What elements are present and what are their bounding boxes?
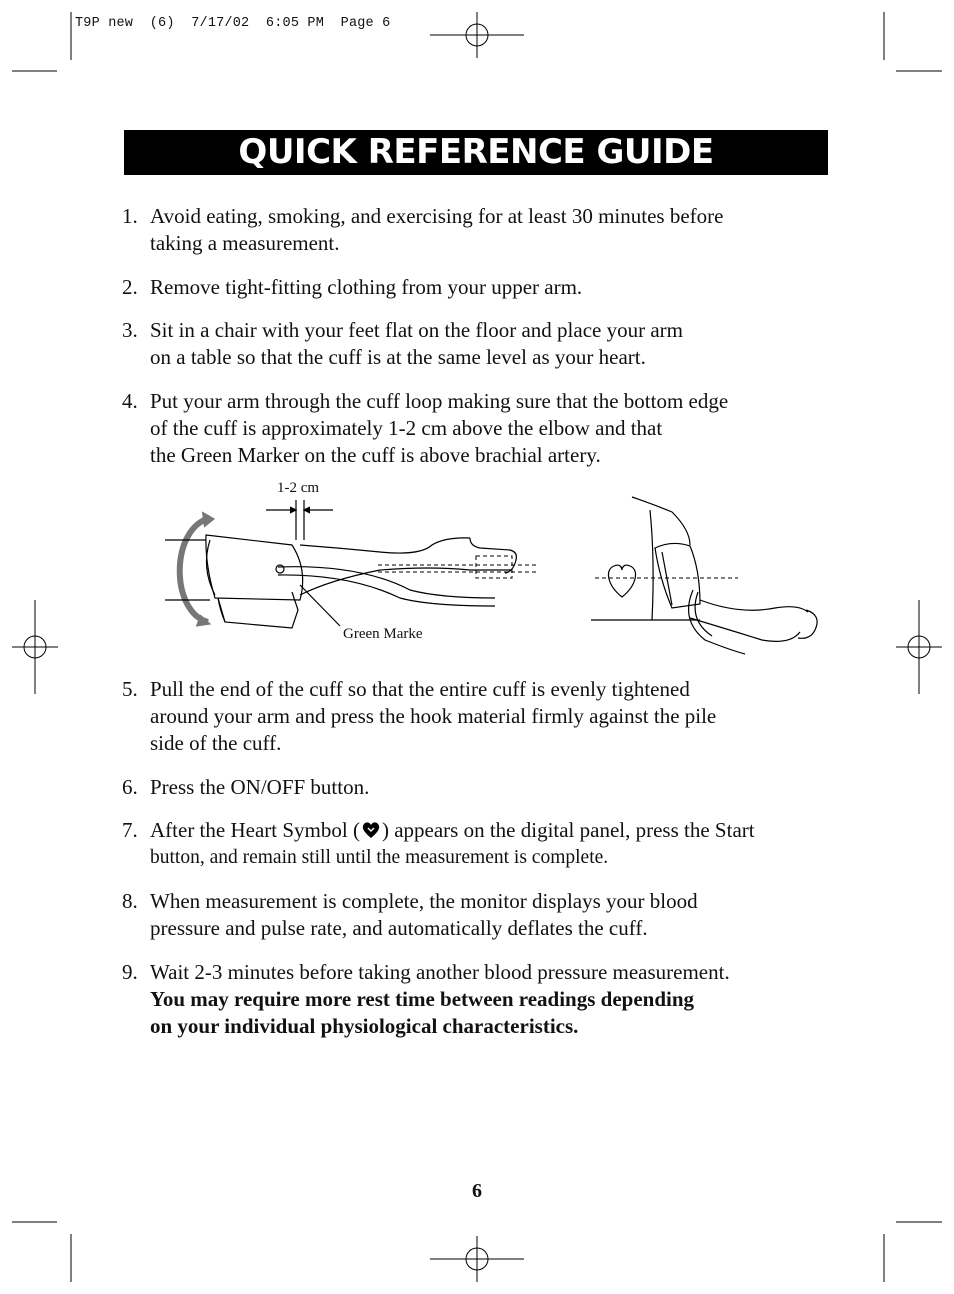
step-text: pressure and pulse rate, and automatically deflates the cuff.	[150, 916, 648, 940]
step-4	[122, 388, 842, 469]
page-number: 6	[472, 1180, 482, 1202]
step-number: 3.	[122, 318, 138, 342]
step-text: Sit in a chair with your feet flat on the floor and place your arm	[150, 318, 683, 342]
step-number: 1.	[122, 204, 138, 228]
marker-label: Green Marke	[343, 626, 423, 642]
step-2	[122, 274, 842, 301]
step-text: Remove tight-fitting clothing from your upper arm.	[150, 275, 583, 299]
registration-mark-left	[12, 600, 58, 694]
step-text: of the cuff is approximately 1-2 cm above the elbow and that	[150, 416, 663, 440]
title-bar	[124, 130, 828, 175]
step-7	[122, 817, 842, 871]
step-text-before-icon: After the Heart Symbol (	[150, 818, 360, 842]
step-1	[122, 203, 842, 257]
step-text	[150, 817, 842, 844]
step-text-after-icon: ) appears on the digital panel, press the Start	[381, 818, 755, 842]
step-3	[122, 317, 842, 371]
registration-mark-right	[896, 600, 942, 694]
step-text: button, and remain still until the measurement is complete.	[150, 847, 609, 868]
step-text: the Green Marker on the cuff is above brachial artery.	[150, 443, 601, 467]
step-number: 2.	[122, 275, 138, 299]
step-6	[122, 774, 842, 801]
step-text: Wait 2-3 minutes before taking another blood pressure measurement.	[150, 960, 730, 984]
step-text: taking a measurement.	[150, 231, 340, 255]
page-title: QUICK REFERENCE GUIDE	[238, 132, 714, 172]
step-number: 9.	[122, 960, 138, 984]
distance-label: 1-2 cm	[277, 480, 320, 496]
step-text: around your arm and press the hook material firmly against the pile	[150, 704, 717, 728]
registration-mark-top	[430, 12, 524, 58]
step-9	[122, 959, 842, 1040]
heart-icon	[360, 820, 382, 840]
step-number: 5.	[122, 677, 138, 701]
step-text: Put your arm through the cuff loop making sure that the bottom edge	[150, 389, 729, 413]
step-text: Pull the end of the cuff so that the entire cuff is evenly tightened	[150, 677, 690, 701]
step-number: 8.	[122, 889, 138, 913]
registration-mark-bottom	[430, 1236, 524, 1282]
step-8	[122, 888, 842, 942]
step-text: Press the ON/OFF button.	[150, 775, 370, 799]
step-text: side of the cuff.	[150, 731, 282, 755]
step-5	[122, 676, 842, 757]
step-text: on a table so that the cuff is at the same level as your heart.	[150, 345, 646, 369]
step-text: Avoid eating, smoking, and exercising for at least 30 minutes before	[150, 204, 724, 228]
step-note-bold: on your individual physiological characteristics.	[150, 1014, 579, 1038]
step-note-bold: You may require more rest time between readings depending	[150, 987, 695, 1011]
step-number: 6.	[122, 775, 138, 799]
print-slug: T9P new (6) 7/17/02 6:05 PM Page 6	[75, 16, 391, 31]
step-number: 4.	[122, 389, 138, 413]
step-text: When measurement is complete, the monitor displays your blood	[150, 889, 698, 913]
step-number: 7.	[122, 818, 138, 842]
